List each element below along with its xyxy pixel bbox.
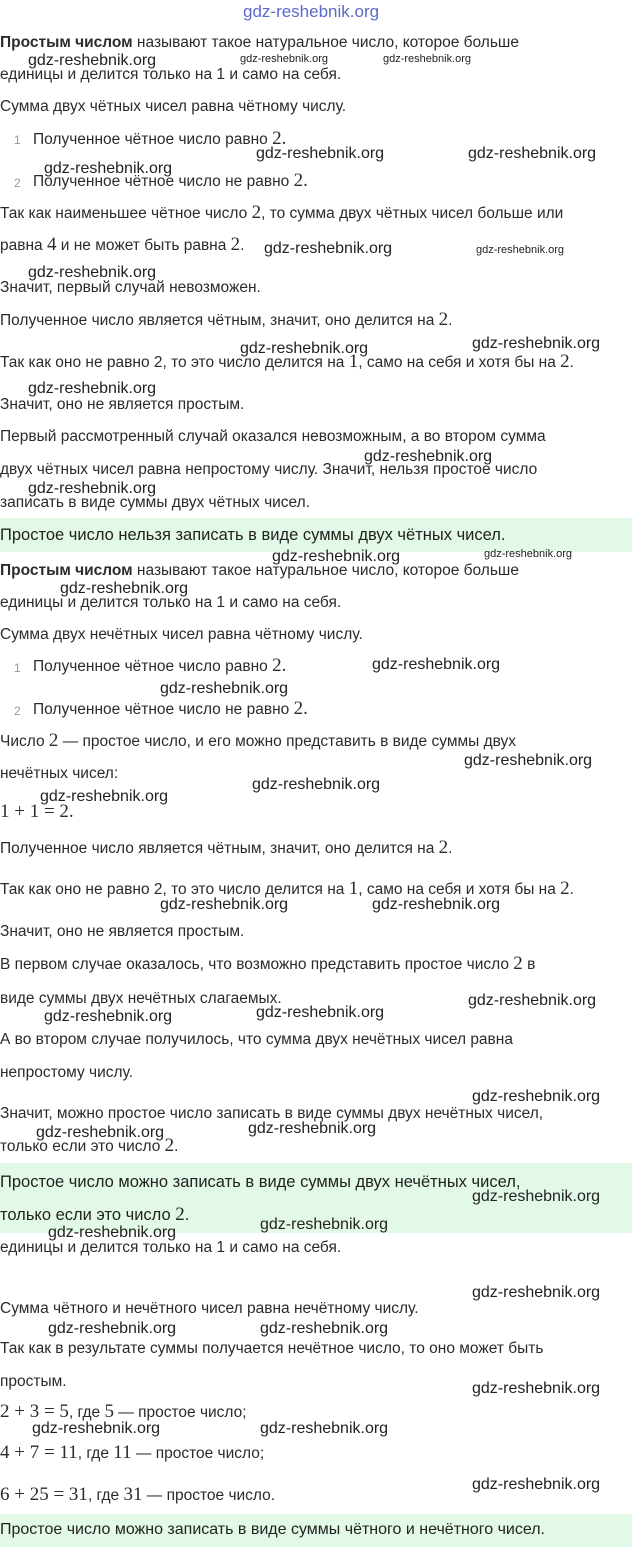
paragraph-odd-result-line-2: простым. [0, 1373, 67, 1390]
watermark: gdz-reshebnik.org [383, 53, 472, 65]
answer-3-text: Простое число можно записать в виде суммы чётного и нечётного чисел. [0, 1521, 545, 1538]
watermark: gdz-reshebnik.org [48, 1320, 177, 1337]
paragraph-divisors: Так как оно не равно 2, то это число делится на 1, само на себя и хотя бы на 2. [0, 351, 574, 372]
watermark: gdz-reshebnik.org [372, 656, 501, 673]
watermark: gdz-reshebnik.org [28, 52, 157, 69]
watermark: gdz-reshebnik.org [468, 992, 597, 1009]
definition-line-2: единицы и делится только на 1 и само на себя. [0, 66, 342, 83]
watermark: gdz-reshebnik.org [28, 380, 157, 397]
claim-odd-odd: Сумма двух нечётных чисел равна чётному числу. [0, 626, 363, 643]
answer-box-1 [0, 518, 632, 552]
watermark: gdz-reshebnik.org [60, 580, 189, 597]
paragraph-not-prime-s2: Значит, оно не является простым. [0, 923, 245, 940]
watermark: gdz-reshebnik.org [160, 680, 289, 697]
case-1-text-s2: Полученное чётное число равно 2. [33, 655, 287, 676]
paragraph-conclusion-s2-line-1: Значит, можно простое число записать в виде суммы двух нечётных чисел, [0, 1105, 544, 1122]
watermark: gdz-reshebnik.org [260, 1320, 389, 1337]
answer-2-line-2: только если это число 2. [0, 1204, 190, 1225]
paragraph-two-is-prime: Число 2 — простое число, и его можно представить в виде суммы двух [0, 730, 517, 751]
case-number-1: 1 [14, 133, 21, 147]
answer-2-line-1: Простое число можно записать в виде суммы двух нечётных чисел, [0, 1173, 521, 1191]
paragraph-first-case-line-1: В первом случае оказалось, что возможно представить простое число 2 в [0, 953, 536, 974]
watermark: gdz-reshebnik.org [472, 1088, 601, 1105]
answer-1-text: Простое число нельзя записать в виде суммы двух чётных чисел. [0, 526, 506, 544]
claim-even-even: Сумма двух чётных чисел равна чётному числу. [0, 98, 347, 115]
watermark: gdz-reshebnik.org [44, 1008, 173, 1025]
answer-box-3 [0, 1514, 632, 1547]
watermark: gdz-reshebnik.org [372, 896, 501, 913]
paragraph-greater-equal-4: равна 4 и не может быть равна 2. [0, 234, 245, 255]
watermark: gdz-reshebnik.org [44, 160, 173, 177]
watermark: gdz-reshebnik.org [472, 1188, 601, 1205]
watermark: gdz-reshebnik.org [464, 752, 593, 769]
case-number-2-s2: 2 [14, 704, 21, 718]
watermark: gdz-reshebnik.org [36, 1124, 165, 1141]
watermark: gdz-reshebnik.org [484, 548, 573, 560]
paragraph-odd-result-line-1: Так как в результате суммы получается нечётное число, то оно может быть [0, 1340, 544, 1357]
paragraph-smallest-even: Так как наименьшее чётное число 2, то сумма двух чётных чисел больше или [0, 202, 564, 223]
watermark: gdz-reshebnik.org [260, 1216, 389, 1233]
example-3: 6 + 25 = 31, где 31 — простое число. [0, 1484, 276, 1505]
watermark: gdz-reshebnik.org [260, 1420, 389, 1437]
watermark: gdz-reshebnik.org [160, 896, 289, 913]
paragraph-even-divisible-s2: Полученное число является чётным, значит, оно делится на 2. [0, 837, 453, 858]
definition-line-2-s3: единицы и делится только на 1 и само на себя. [0, 1239, 342, 1256]
example-1: 2 + 3 = 5, где 5 — простое число; [0, 1401, 247, 1422]
case-number-1-s2: 1 [14, 661, 21, 675]
watermark: gdz-reshebnik.org [240, 340, 369, 357]
paragraph-even-divisible: Полученное число является чётным, значит, оно делится на 2. [0, 309, 453, 330]
paragraph-second-case-line-1: А во втором случае получилось, что сумма двух нечётных чисел равна [0, 1031, 513, 1048]
paragraph-conclusion-line-1: Первый рассмотренный случай оказался невозможным, а во втором сумма [0, 428, 546, 445]
case-2-text-s2: Полученное чётное число не равно 2. [33, 698, 308, 719]
paragraph-conclusion-line-2: двух чётных чисел равна непростому числу. Значит, нельзя простое число [0, 461, 538, 478]
case-2-text: Полученное чётное число не равно 2. [33, 170, 308, 191]
watermark: gdz-reshebnik.org [256, 145, 385, 162]
paragraph-second-case-line-2: непростому числу. [0, 1064, 134, 1081]
paragraph-divisors-s2: Так как оно не равно 2, то это число делится на 1, само на себя и хотя бы на 2. [0, 878, 574, 899]
watermark: gdz-reshebnik.org [28, 264, 157, 281]
watermark: gdz-reshebnik.org [32, 1420, 161, 1437]
example-2: 4 + 7 = 11, где 11 — простое число; [0, 1442, 265, 1463]
paragraph-not-prime: Значит, оно не является простым. [0, 396, 245, 413]
watermark: gdz-reshebnik.org [472, 1284, 601, 1301]
case-1-text: Полученное чётное число равно 2. [33, 128, 287, 149]
watermark: gdz-reshebnik.org [472, 1476, 601, 1493]
claim-even-odd: Сумма чётного и нечётного чисел равна нечётному числу. [0, 1300, 419, 1317]
watermark: gdz-reshebnik.org [476, 244, 565, 256]
watermark: gdz-reshebnik.org [264, 240, 393, 257]
paragraph-odd-numbers: нечётных чисел: [0, 765, 119, 782]
paragraph-case1-impossible: Значит, первый случай невозможен. [0, 279, 261, 296]
watermark: gdz-reshebnik.org [364, 448, 493, 465]
definition-line-2-s2: единицы и делится только на 1 и само на себя. [0, 594, 342, 611]
case-number-2: 2 [14, 176, 21, 190]
paragraph-first-case-line-2: виде суммы двух нечётных слагаемых. [0, 990, 282, 1007]
watermark: gdz-reshebnik.org [472, 335, 601, 352]
definition-line-1: Простым числом называют такое натуральное число, которое больше [0, 34, 519, 51]
watermark: gdz-reshebnik.org [468, 145, 597, 162]
definition-term: Простым числом [0, 34, 133, 51]
watermark: gdz-reshebnik.org [40, 788, 169, 805]
watermark: gdz-reshebnik.org [248, 1120, 377, 1137]
watermark: gdz-reshebnik.org [240, 53, 329, 65]
watermark: gdz-reshebnik.org [252, 776, 381, 793]
watermark: gdz-reshebnik.org [256, 1004, 385, 1021]
paragraph-conclusion-line-3: записать в виде суммы двух чётных чисел. [0, 494, 311, 511]
watermark-top: gdz-reshebnik.org [243, 2, 380, 21]
equation-1-plus-1: 1 + 1 = 2. [0, 801, 74, 822]
watermark: gdz-reshebnik.org [48, 1224, 177, 1241]
watermark: gdz-reshebnik.org [472, 1380, 601, 1397]
paragraph-conclusion-s2-line-2: только если это число 2. [0, 1135, 179, 1156]
watermark: gdz-reshebnik.org [272, 548, 401, 565]
watermark: gdz-reshebnik.org [28, 480, 157, 497]
definition-line-1-s2: Простым числом называют такое натуральное число, которое больше [0, 562, 519, 579]
